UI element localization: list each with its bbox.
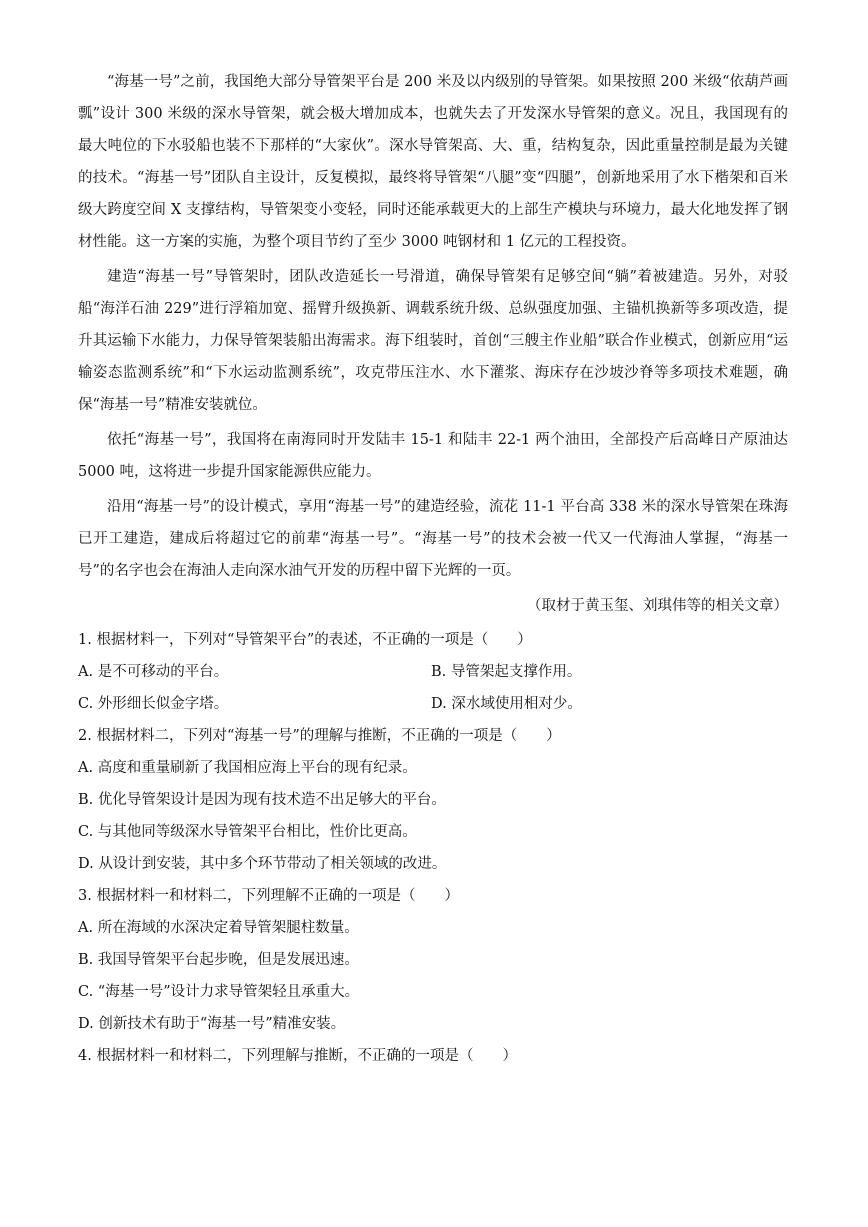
question-2 — [78, 720, 788, 880]
option-d: D. 从设计到安装，其中多个环节带动了相关领域的改进。 — [78, 856, 447, 872]
article-paragraph-3: 依托“海基一号”，我国将在南海同时开发陆丰 15-1 和陆丰 22-1 两个油田，全部投产后高峰日产原油达 5000 吨，这将进一步提升国家能源供应能力。 — [78, 432, 788, 480]
option-a: A. 是不可移动的平台。 — [78, 664, 229, 680]
option-b: B. 优化导管架设计是因为现有技术造不出足够大的平台。 — [78, 792, 446, 808]
question-stem: 2. 根据材料二，下列对“海基一号”的理解与推断，不正确的一项是（ ） — [78, 728, 561, 744]
option-row — [78, 688, 788, 720]
option-row — [78, 656, 788, 688]
article-paragraph-1: “海基一号”之前，我国绝大部分导管架平台是 200 米及以内级别的导管架。如果按照 200 米级“依葫芦画瓢”设计 300 米级的深水导管架，就会极大增加成本，也就失去了开发深水导管架的意义。况且，我国现有的最大吨位的下水驳船也装不下那样的“大家伙”。深水导管架高、大、重，结构复杂，因此重量控制是最为关键的技术。“海基一号”团队自主设计，反复模拟，最终将导管架“八腿”变“四腿”，创新地采用了水下楷架和百米级大跨度空间 X 支撑结构，导管架变小变轻，同时还能承载更大的上部生产模块与环境力，最大化地发挥了钢材性能。这一方案的实施，为整个项目节约了至少 3000 吨钢材和 1 亿元的工程投资。 — [78, 74, 788, 250]
question-4 — [78, 1040, 788, 1072]
option-d: D. 深水域使用相对少。 — [431, 696, 582, 712]
option-a: A. 高度和重量刷新了我国相应海上平台的现有纪录。 — [78, 760, 417, 776]
question-stem: 1. 根据材料一，下列对“导管架平台”的表述，不正确的一项是（ ） — [78, 632, 532, 648]
article-paragraph-2: 建造“海基一号”导管架时，团队改造延长一号滑道，确保导管架有足够空间“躺”着被建造。另外，对驳船“海洋石油 229”进行浮箱加宽、摇臂升级换新、调载系统升级、总纵强度加强、主锚机换新等多项改造，提升其运输下水能力，力保导管架装船出海需求。海下组装时，首创“三艘主作业船”联合作业模式，创新应用“运输姿态监测系统”和“下水运动监测系统”，攻克带压注水、水下灌浆、海床存在沙坡沙脊等多项技术难题，确保“海基一号”精准安装就位。 — [78, 269, 788, 413]
exam-page — [78, 66, 788, 1072]
option-c: C. 外形细长似金字塔。 — [78, 696, 229, 712]
option-b: B. 导管架起支撑作用。 — [431, 664, 582, 680]
option-d: D. 创新技术有助于“海基一号”精准安装。 — [78, 1016, 346, 1032]
question-stem: 3. 根据材料一和材料二，下列理解不正确的一项是（ ） — [78, 888, 459, 904]
question-3 — [78, 880, 788, 1040]
article-source: （取材于黄玉玺、刘琪伟等的相关文章） — [527, 598, 788, 614]
option-a: A. 所在海域的水深决定着导管架腿柱数量。 — [78, 920, 359, 936]
option-c: C. 与其他同等级深水导管架平台相比，性价比更高。 — [78, 824, 417, 840]
question-1 — [78, 624, 788, 720]
option-b: B. 我国导管架平台起步晚，但是发展迅速。 — [78, 952, 359, 968]
question-stem: 4. 根据材料一和材料二，下列理解与推断，不正确的一项是（ ） — [78, 1048, 517, 1064]
article-paragraph-4: 沿用“海基一号”的设计模式，享用“海基一号”的建造经验，流花 11-1 平台高 338 米的深水导管架在珠海已开工建造，建成后将超过它的前辈“海基一号”。“海基一号”的技术会被一代又一代海油人掌握，“海基一号”的名字也会在海油人走向深水油气开发的历程中留下光辉的一页。 — [78, 499, 788, 579]
option-c: C. “海基一号”设计力求导管架轻且承重大。 — [78, 984, 360, 1000]
